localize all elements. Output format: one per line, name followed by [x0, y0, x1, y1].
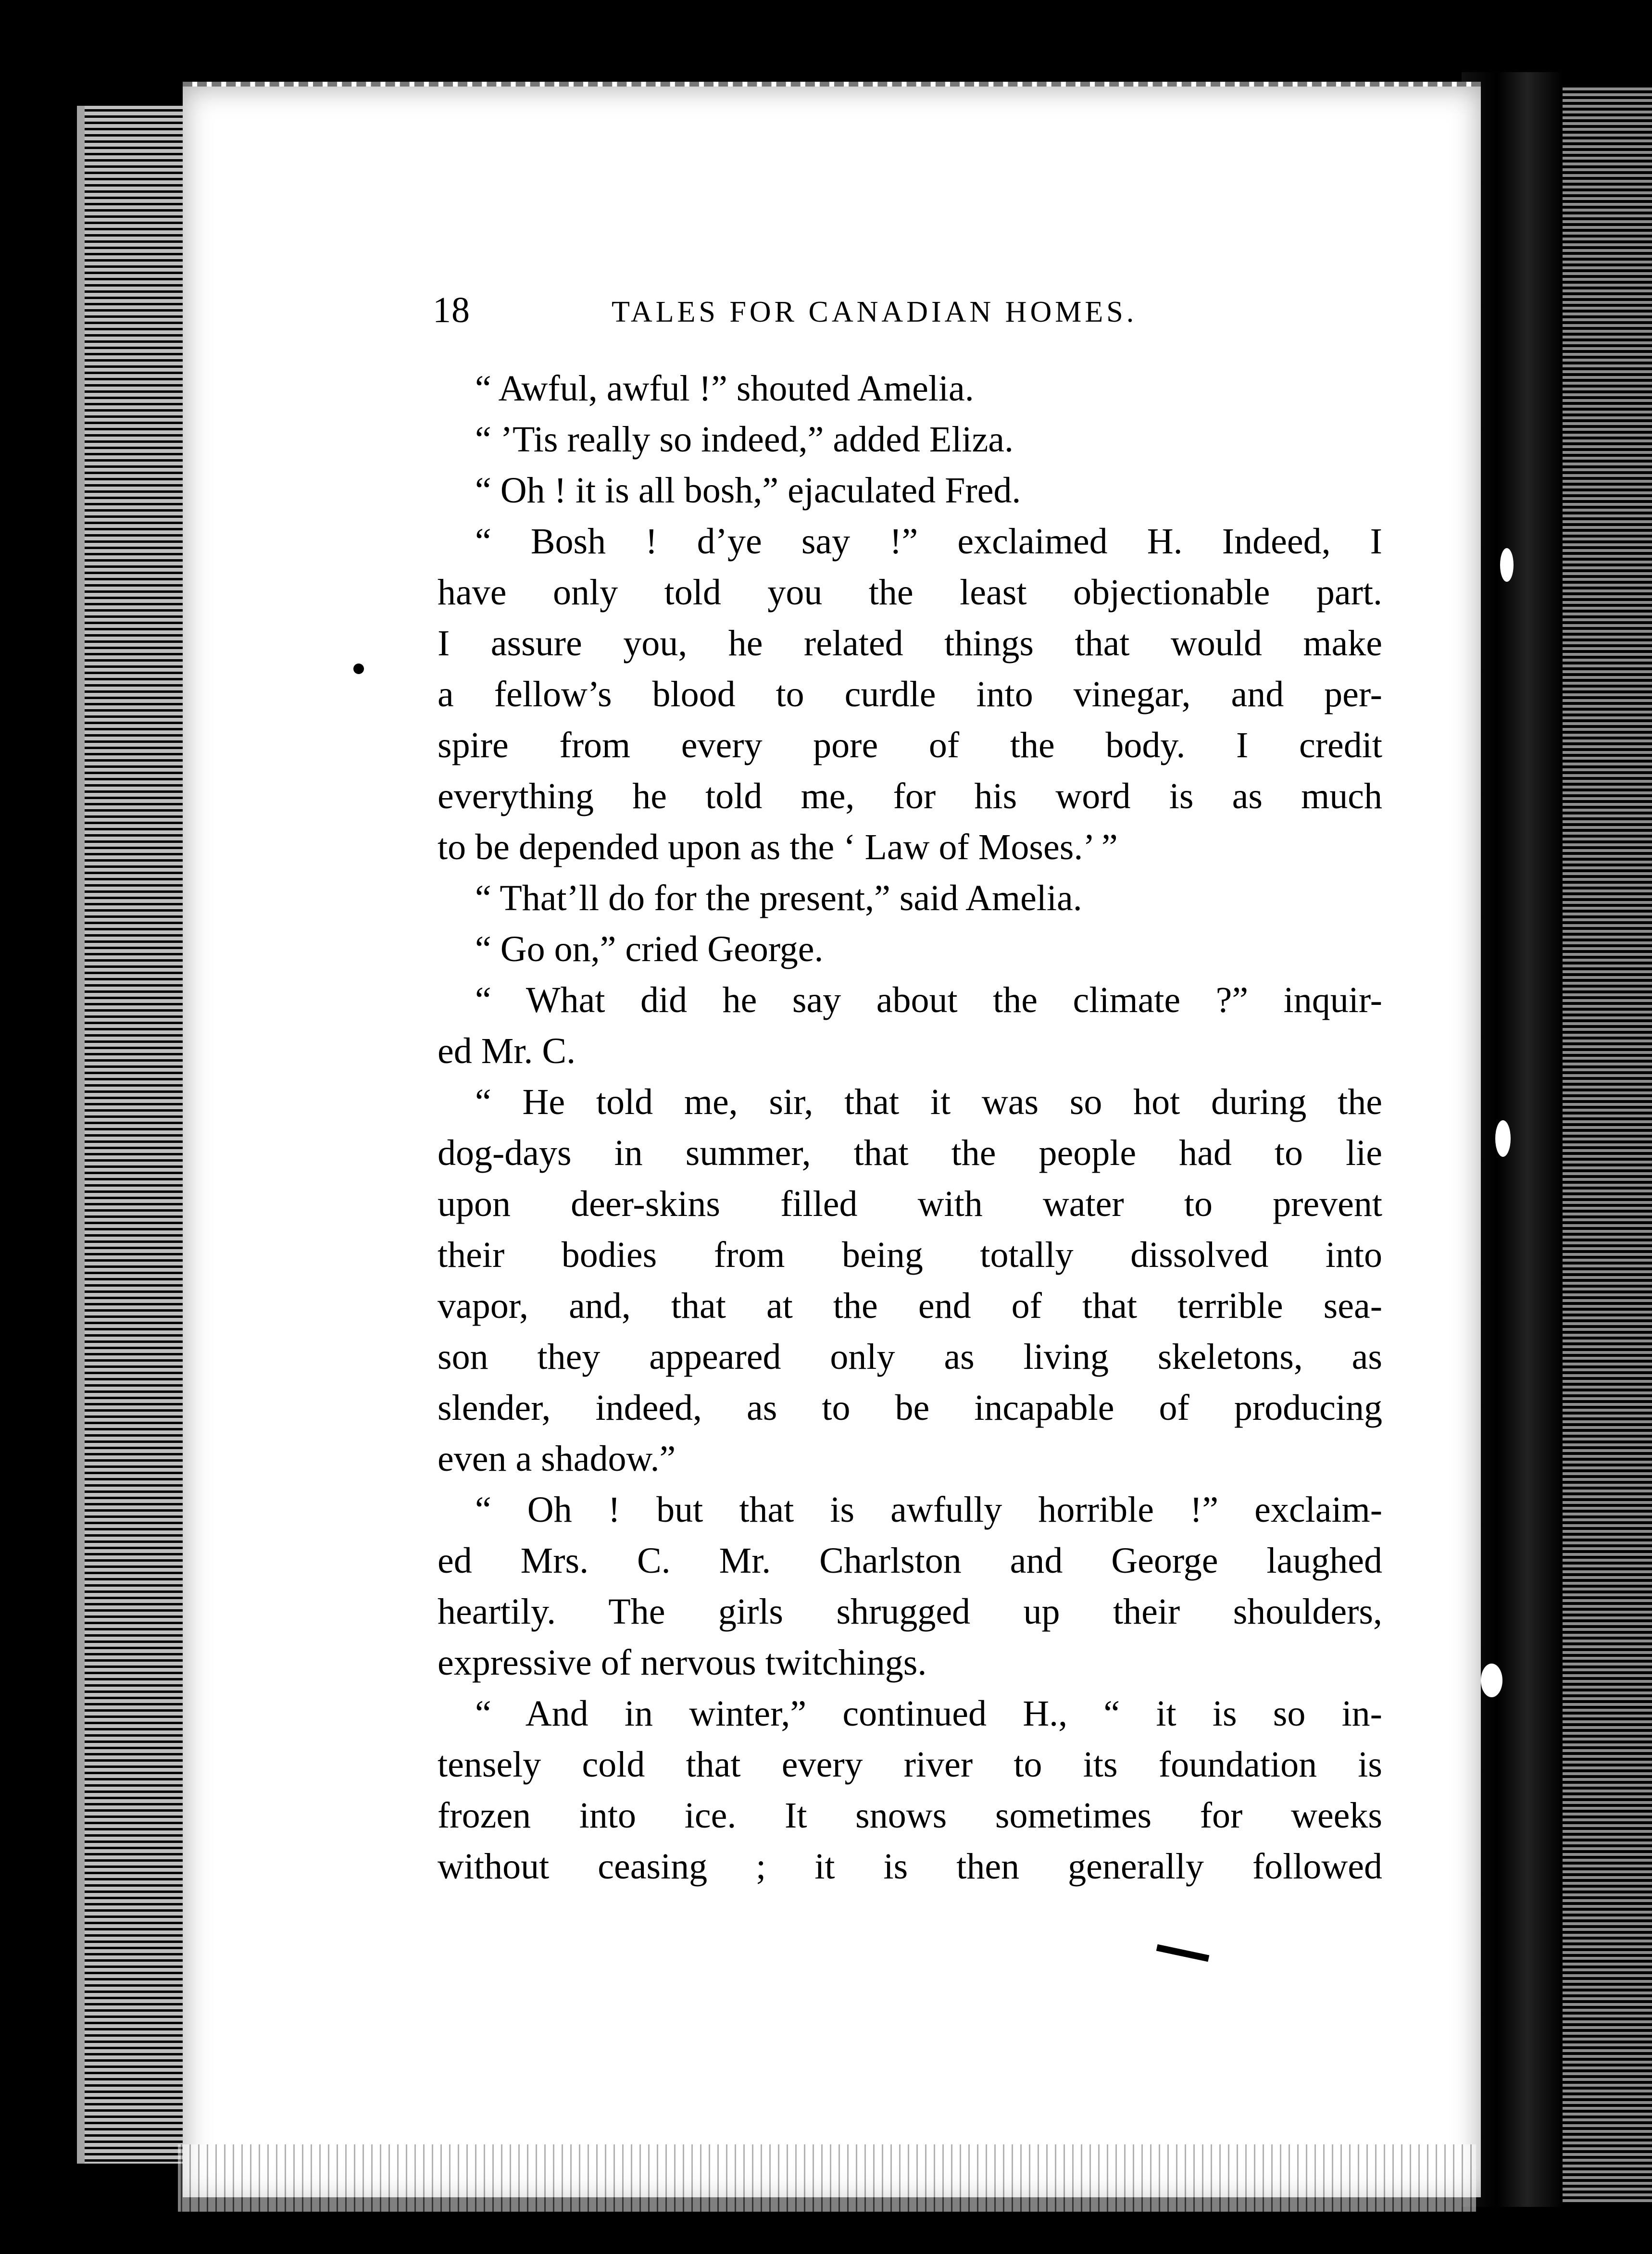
text-line-20: son they appeared only as living skeletons, as [438, 1337, 1382, 1377]
text-line-5: have only told you the least objectionable part. [438, 572, 1382, 613]
text-line-11: “ That’ll do for the present,” said Amelia. [475, 878, 1082, 918]
running-title: TALES FOR CANADIAN HOMES. [612, 296, 1138, 328]
edge-speck [1481, 1664, 1502, 1697]
text-line-1: “ Awful, awful !” shouted Amelia. [475, 368, 974, 409]
text-line-22: even a shadow.” [438, 1439, 676, 1479]
edge-speck [1495, 1120, 1511, 1157]
text-line-14: ed Mr. C. [438, 1031, 576, 1071]
scanned-book-bottom-edge [178, 2144, 1476, 2212]
text-line-15: “ He told me, sir, that it was so hot during the [475, 1082, 1382, 1122]
text-line-28: tensely cold that every river to its foundation is [438, 1744, 1382, 1785]
text-line-26: expressive of nervous twitchings. [438, 1642, 927, 1683]
text-line-13: “ What did he say about the climate ?” inquir- [475, 980, 1382, 1020]
text-line-21: slender, indeed, as to be incapable of producing [438, 1388, 1382, 1428]
text-line-24: ed Mrs. C. Mr. Charlston and George laughed [438, 1540, 1382, 1581]
text-line-9: everything he told me, for his word is as much [438, 776, 1382, 816]
text-line-3: “ Oh ! it is all bosh,” ejaculated Fred. [475, 470, 1021, 511]
text-line-23: “ Oh ! but that is awfully horrible !” exclaim- [475, 1490, 1382, 1530]
text-line-30: without ceasing ; it is then generally followed [438, 1846, 1382, 1887]
ink-dot [353, 664, 364, 674]
text-line-19: vapor, and, that at the end of that terrible sea- [438, 1286, 1382, 1326]
text-line-4: “ Bosh ! d’ye say !” exclaimed H. Indeed, I [475, 521, 1382, 562]
text-line-17: upon deer-skins filled with water to prevent [438, 1184, 1382, 1224]
text-line-8: spire from every pore of the body. I credit [438, 725, 1382, 765]
text-line-6: I assure you, he related things that would make [438, 623, 1382, 664]
text-line-16: dog-days in summer, that the people had to lie [438, 1133, 1382, 1173]
text-line-25: heartily. The girls shrugged up their shoulders, [438, 1591, 1382, 1632]
text-line-7: a fellow’s blood to curdle into vinegar, and per- [438, 674, 1382, 714]
edge-speck [1500, 548, 1514, 582]
page-number: 18 [433, 290, 470, 330]
scanned-book-right-edge [1563, 87, 1652, 2202]
text-line-10: to be depended upon as the ‘ Law of Moses.’ ” [438, 827, 1118, 867]
page-text [438, 363, 1382, 1892]
text-line-27: “ And in winter,” continued H., “ it is so in- [475, 1693, 1382, 1734]
text-line-12: “ Go on,” cried George. [475, 929, 824, 969]
page-header [433, 284, 1231, 337]
text-line-2: “ ’Tis really so indeed,” added Eliza. [475, 419, 1014, 460]
text-line-18: their bodies from being totally dissolved into [438, 1235, 1382, 1275]
text-line-29: frozen into ice. It snows sometimes for weeks [438, 1795, 1382, 1836]
